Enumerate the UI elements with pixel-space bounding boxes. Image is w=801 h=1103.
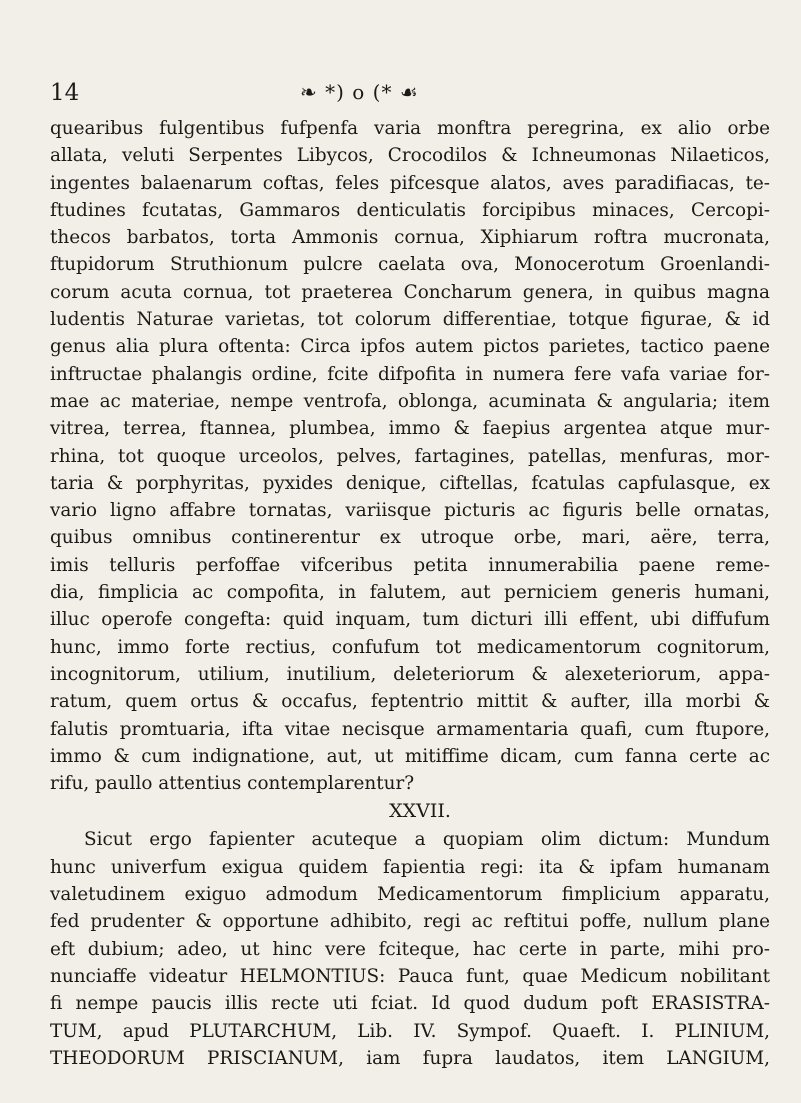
text-line: corum acuta cornua, tot praeterea Concharum genera, in quibus magna: [50, 281, 770, 303]
text-line: imis telluris perfoffae vifceribus petita innumerabilia paene reme-: [50, 554, 770, 576]
text-line: thecos barbatos, torta Ammonis cornua, Xiphiarum roftra mucronata,: [50, 227, 770, 249]
text-line: fed prudenter & opportune adhibito, regi ac reftitui poffe, nullum plane: [50, 911, 770, 933]
text-line: THEODORUM PRISCIANUM, iam fupra laudatos, item LANGIUM,: [50, 1047, 770, 1069]
text-line: inftructae phalangis ordine, fcite difpofita in numera fere vafa variae for-: [50, 363, 770, 385]
header-ornament: ❧ *) o (* ☙: [300, 80, 419, 104]
text-line: rhina, tot quoque urceolos, pelves, fartagines, patellas, menfuras, mor-: [50, 445, 770, 467]
text-line: fi nempe paucis illis recte uti fciat. Id quod dudum poft ERASISTRA-: [50, 993, 770, 1015]
text-line: ludentis Naturae varietas, tot colorum differentiae, totque figurae, & id: [50, 309, 770, 331]
text-line: hunc, immo forte rectius, confufum tot medicamentorum cognitorum,: [50, 636, 770, 658]
text-line: ingentes balaenarum coftas, feles pifcesque alatos, aves paradifiacas, te-: [50, 172, 770, 194]
text-line: hunc univerfum exigua quidem fapientia regi: ita & ipfam humanam: [50, 856, 770, 878]
text-line: ftudines fcutatas, Gammaros denticulatis forcipibus minaces, Cercopi-: [50, 199, 770, 221]
text-line: eft dubium; adeo, ut hinc vere fciteque, hac certe in parte, mihi pro-: [50, 938, 770, 960]
text-line: immo & cum indignatione, aut, ut mitiffime dicam, cum fanna certe ac: [50, 745, 770, 767]
text-line: taria & porphyritas, pyxides denique, ciftellas, fcatulas capfulasque, ex: [50, 472, 770, 494]
section-heading: XXVII.: [389, 800, 451, 823]
text-line: incognitorum, utilium, inutilium, deleteriorum & alexeteriorum, appa-: [50, 663, 770, 685]
text-line: ratum, quem ortus & occafus, feptentrio mittit & aufter, illa morbi &: [50, 691, 770, 713]
text-line: ftupidorum Struthionum pulcre caelata ova, Monocerotum Groenlandi-: [50, 254, 770, 276]
body-text: [50, 115, 770, 1072]
text-line: nunciaffe videatur HELMONTIUS: Pauca funt, quae Medicum nobilitant: [50, 965, 770, 987]
text-line: TUM, apud PLUTARCHUM, Lib. IV. Sympof. Quaeft. I. PLINIUM,: [50, 1020, 770, 1042]
page-number: 14: [50, 80, 80, 106]
paragraph-1: [50, 115, 770, 797]
paragraph-2: [50, 826, 770, 1072]
page-header: [0, 80, 801, 110]
text-line: valetudinem exiguo admodum Medicamentorum fimplicium apparatu,: [50, 884, 770, 906]
text-line: rifu, paullo attentius contemplarentur?: [50, 773, 415, 795]
text-line: vario ligno affabre tornatas, variisque picturis ac figuris belle ornatas,: [50, 500, 770, 522]
text-line: quibus omnibus continerentur ex utroque orbe, mari, aëre, terra,: [50, 527, 770, 549]
text-line: Sicut ergo fapienter acuteque a quopiam olim dictum: Mundum: [84, 829, 770, 851]
text-line: vitrea, terrea, ftannea, plumbea, immo & faepius argentea atque mur-: [50, 418, 770, 440]
text-line: genus alia plura oftenta: Circa ipfos autem pictos parietes, tactico paene: [50, 336, 770, 358]
text-line: dia, fimplicia ac compofita, in falutem, aut perniciem generis humani,: [50, 582, 770, 604]
text-line: quearibus fulgentibus fufpenfa varia monftra peregrina, ex alio orbe: [50, 118, 770, 139]
text-line: mae ac materiae, nempe ventrofa, oblonga, acuminata & angularia; item: [50, 390, 770, 412]
text-line: falutis promtuaria, ifta vitae necisque armamentaria quafi, cum ftupore,: [50, 718, 770, 740]
text-line: allata, veluti Serpentes Libycos, Crocodilos & Ichneumonas Nilaeticos,: [50, 145, 770, 167]
text-line: illuc operofe congefta: quid inquam, tum dicturi illi effent, ubi diffufum: [50, 609, 770, 631]
